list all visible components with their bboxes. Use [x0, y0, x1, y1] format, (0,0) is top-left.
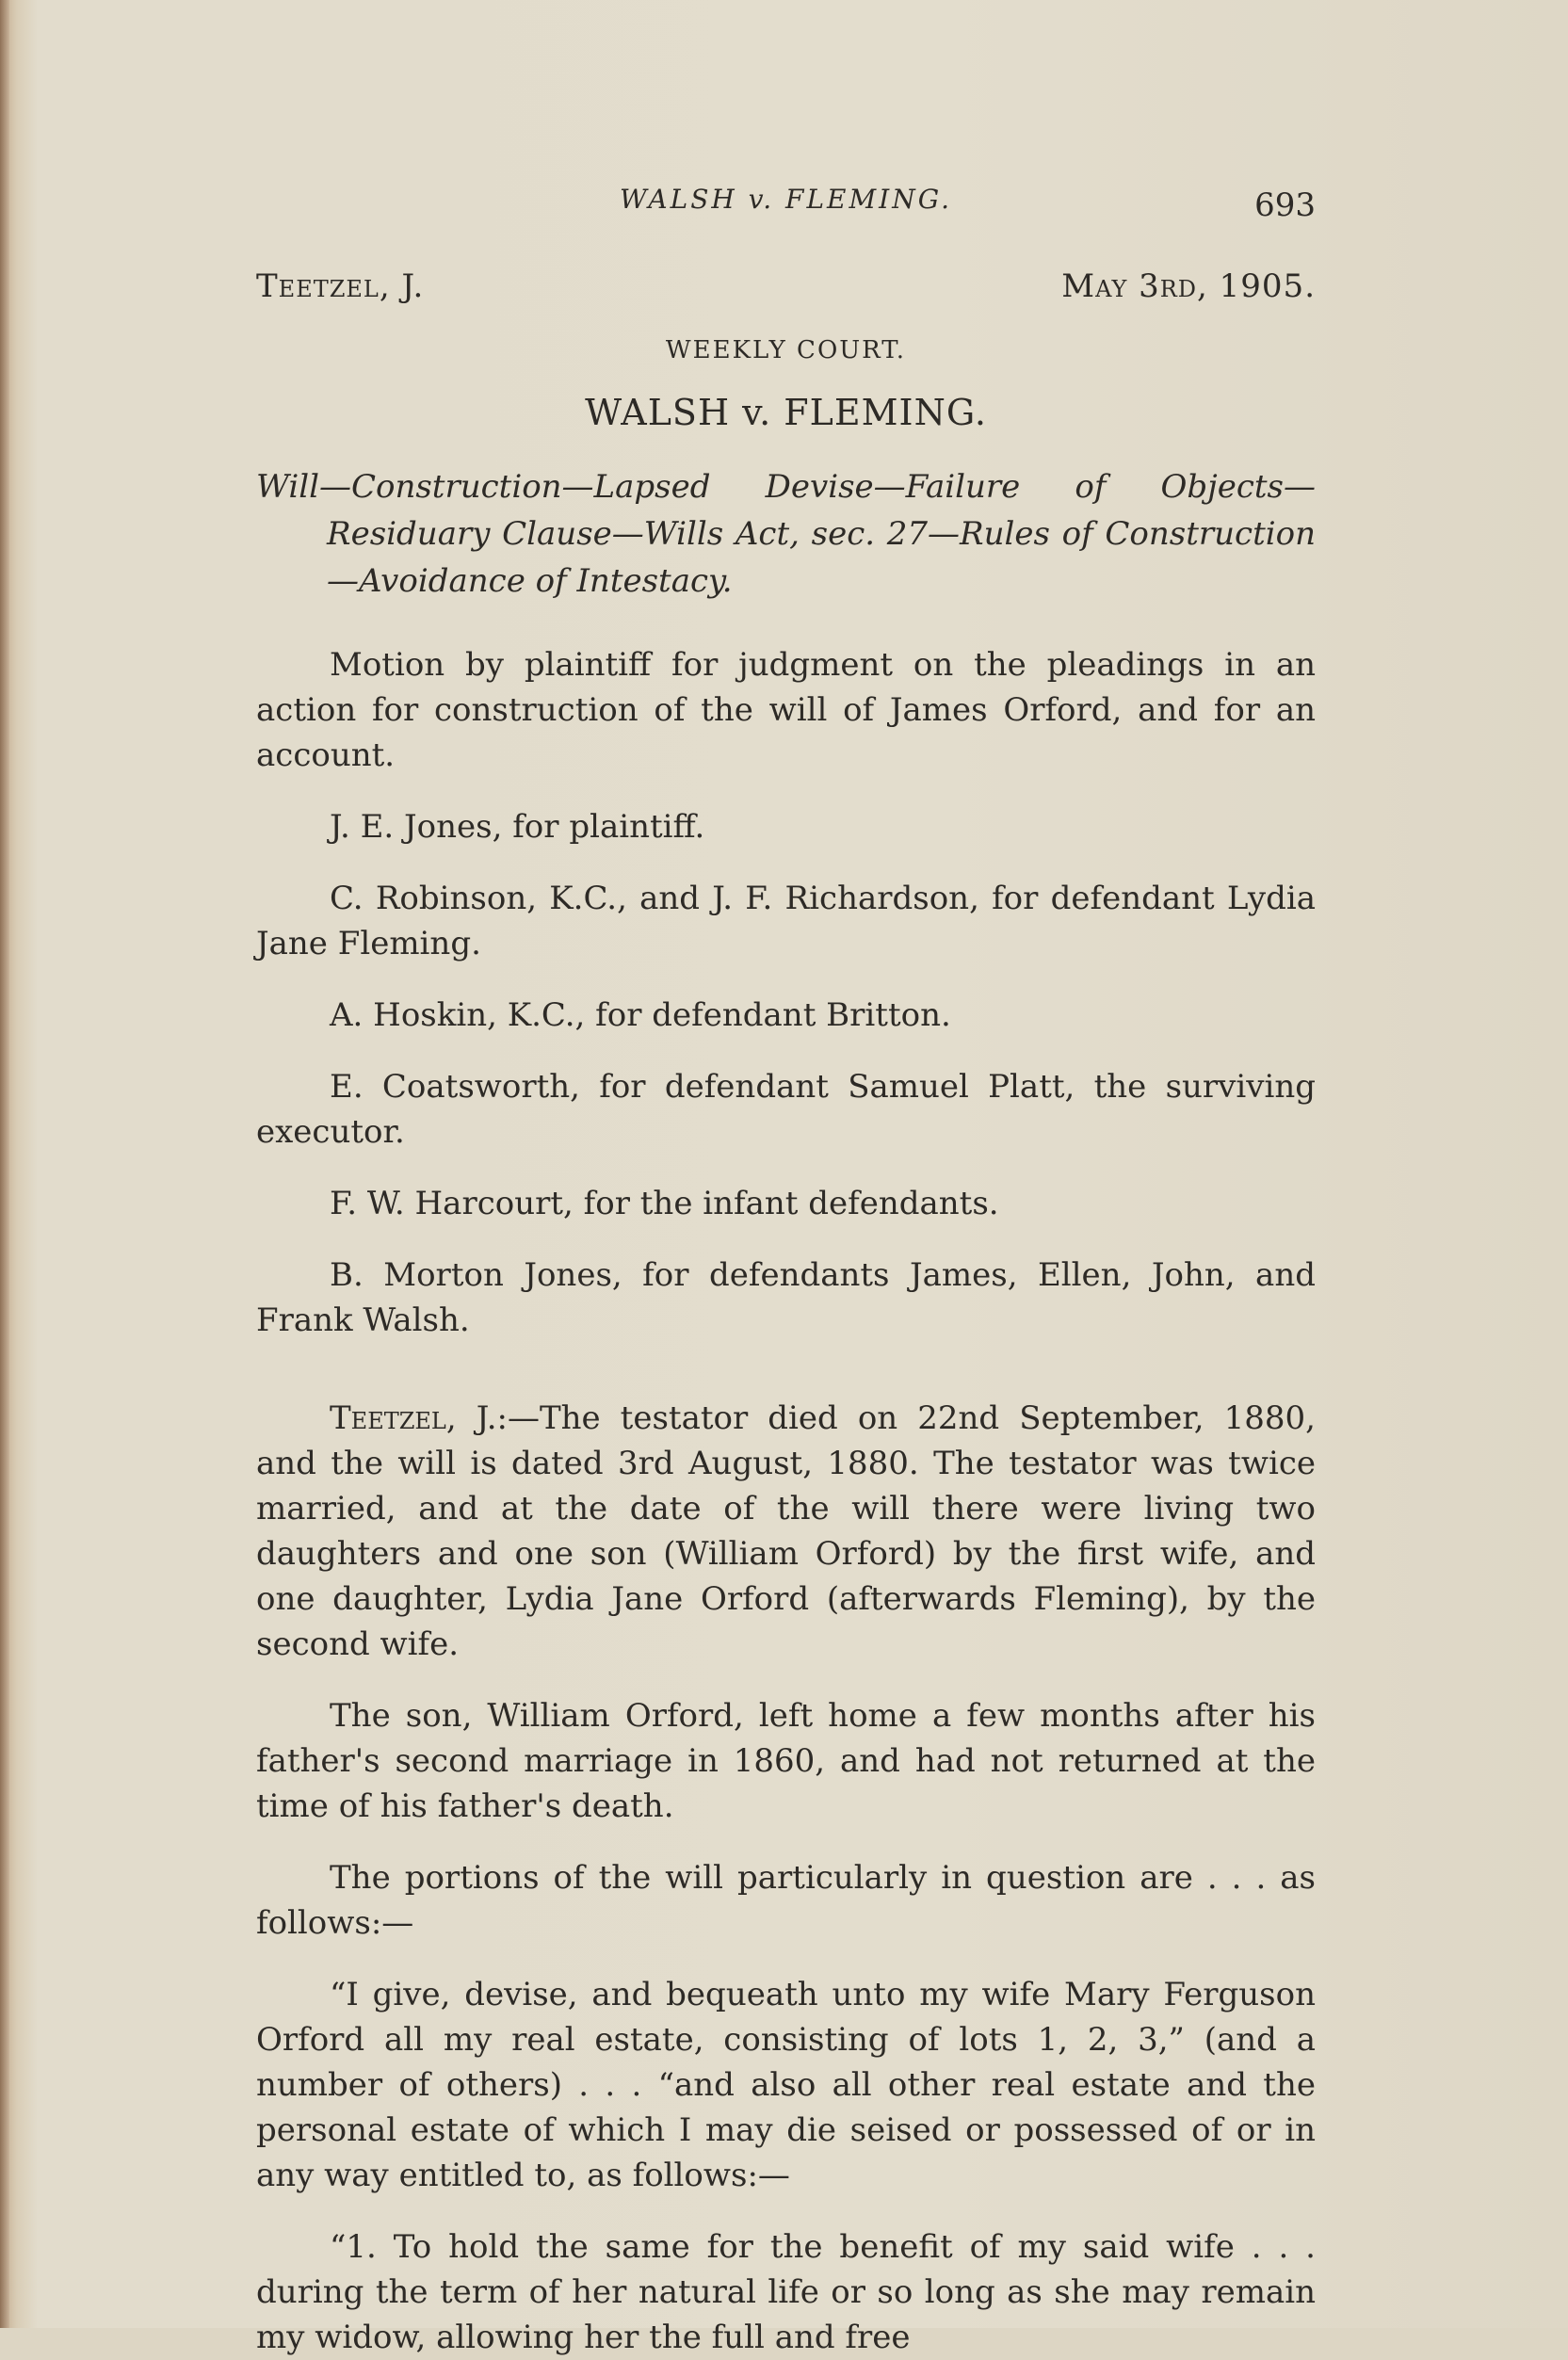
opinion-text: :—The testator died on 22nd September, 1880, and the will is dated 3rd August, 1880. The testator was twice married, and at the date of the will there were living two daughters and one son (William Orford) by the first wife, and one daughter, Lydia Jane Orford (afterwards Fleming), by the second wife.	[256, 1399, 1316, 1663]
counsel-line: B. Morton Jones, for defendants James, Ellen, John, and Frank Walsh.	[256, 1256, 1316, 1339]
page-text-block	[256, 170, 1316, 2360]
counsel-line: C. Robinson, K.C., and J. F. Richardson, for defendant Lydia Jane Fleming.	[256, 880, 1316, 962]
counsel-line: A. Hoskin, K.C., for defendant Britton.	[330, 996, 951, 1034]
counsel-line: E. Coatsworth, for defendant Samuel Platt, the surviving executor.	[256, 1068, 1316, 1151]
running-head	[256, 170, 1316, 226]
judge-date-line	[256, 264, 1316, 309]
opinion-judge-name: Teetzel, J.	[330, 1399, 497, 1437]
opinion-paragraph: The portions of the will particularly in question are . . . as follows:—	[256, 1859, 1316, 1942]
counsel-line: J. E. Jones, for plaintiff.	[330, 808, 705, 846]
headnote: Will—Construction—Lapsed Devise—Failure of Objects—Residuary Clause—Wills Act, sec. 27—Rules of Construction—Avoidance of Intestacy.	[256, 468, 1316, 600]
will-quote-paragraph: “1. To hold the same for the benefit of my said wife . . . during the term of her natural life or so long as she may remain my widow, allowing her the full and free	[256, 2228, 1316, 2356]
running-head-title: WALSH v. FLEMING.	[620, 184, 952, 215]
opinion-paragraph	[256, 1396, 1316, 1667]
case-title: WALSH v. FLEMING.	[585, 392, 987, 433]
will-quote-paragraph: “I give, devise, and bequeath unto my wife Mary Ferguson Orford all my real estate, consisting of lots 1, 2, 3,” (and a number of others) . . . “and also all other real estate and the personal estate of which I may die seised or possessed of or in any way entitled to, as follows:—	[256, 1976, 1316, 2194]
motion-paragraph: Motion by plaintiff for judgment on the pleadings in an action for construction of the will of James Orford, and for an account.	[256, 646, 1316, 774]
page-binding-edge	[0, 0, 9, 2328]
decision-date: May 3rd, 1905.	[1061, 267, 1316, 305]
page-number: 693	[1254, 186, 1316, 224]
judge-name: Teetzel, J.	[256, 267, 425, 305]
opinion-paragraph: The son, William Orford, left home a few months after his father's second marriage in 1860, and had not returned at the time of his father's death.	[256, 1697, 1316, 1825]
court-name: WEEKLY COURT.	[665, 336, 907, 364]
counsel-line: F. W. Harcourt, for the infant defendants.	[330, 1185, 999, 1222]
